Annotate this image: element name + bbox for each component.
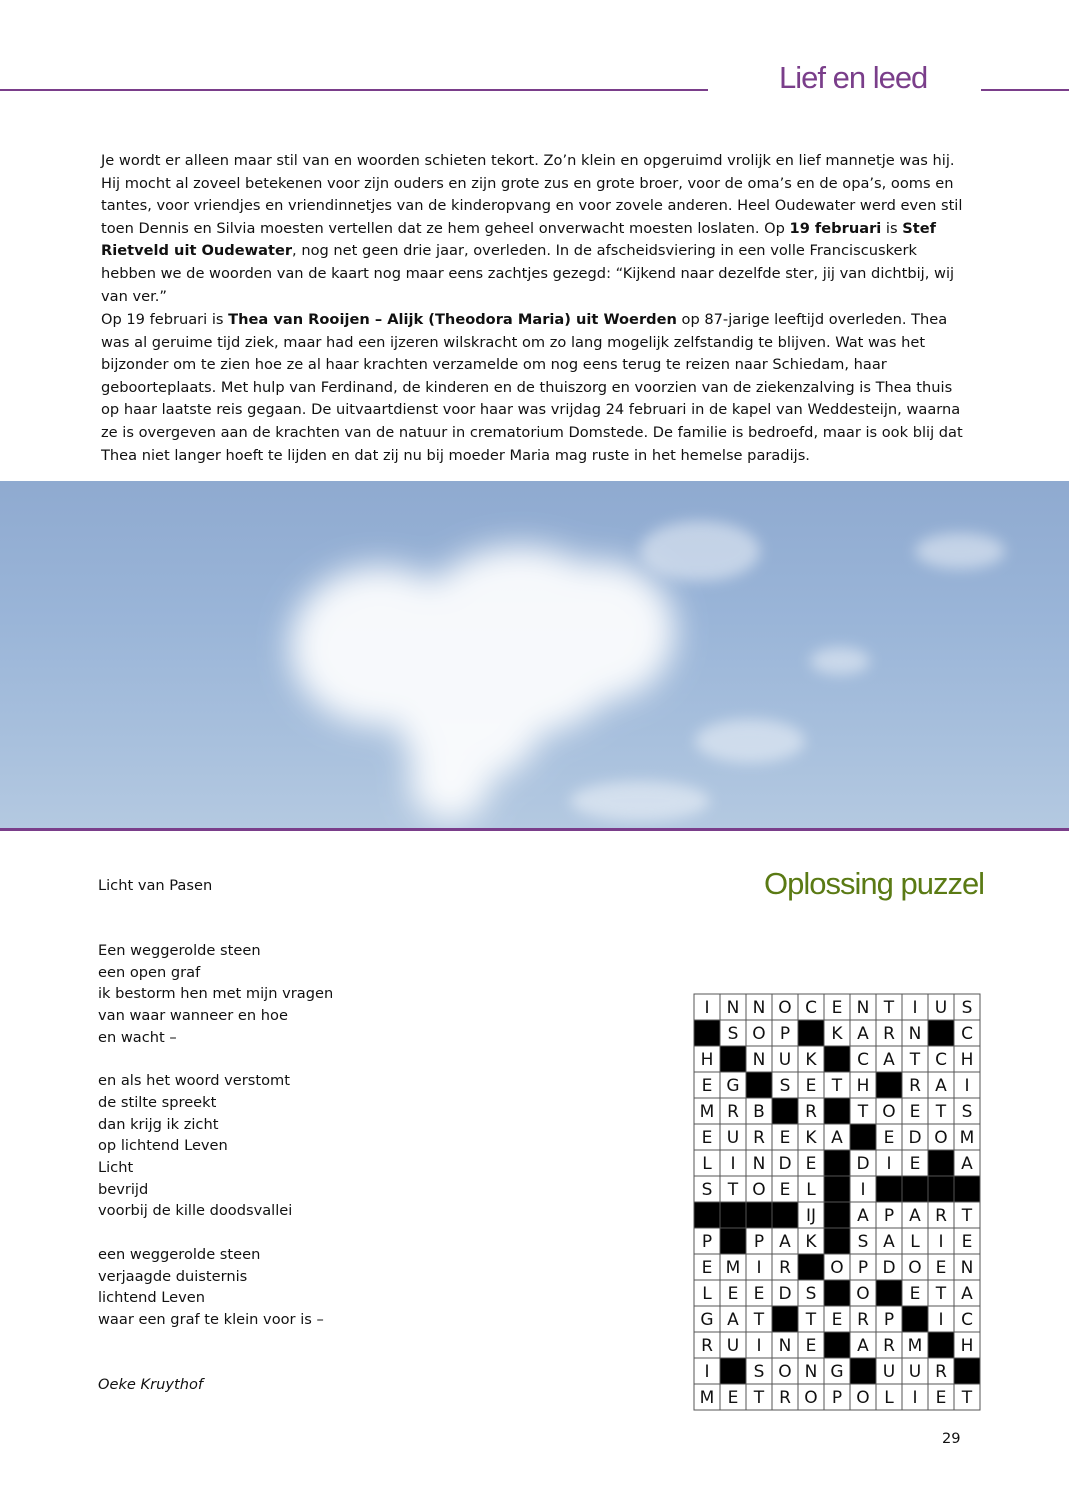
- grid-black-cell: [876, 1280, 902, 1306]
- puzzle-title: Oplossing puzzel: [764, 866, 985, 901]
- grid-letter: O: [882, 1102, 896, 1122]
- poem-line: van waar wanneer en hoe: [98, 1007, 288, 1025]
- grid-letter: S: [805, 1284, 817, 1304]
- grid-letter: O: [804, 1388, 818, 1408]
- grid-letter: A: [831, 1128, 843, 1148]
- text-run: Je wordt er alleen maar stil van en woorden schieten tekort. Zo’n klein en opgeruimd vrolijk en lief mannetje was hij. Hij mocht al zoveel betekenen voor zijn ouders en zijn grote zus en grote broer, voor de oma’s en de opa’s, ooms en tantes, voor vriendjes en vriendinnetjes van de kinderopvang en voor zovele anderen. Heel Oudewater werd even stil toen Dennis en Silvia moesten vertellen dat ze hem geheel onverwacht moesten loslaten. Op: [101, 152, 963, 237]
- header-rule-right: [981, 89, 1069, 91]
- poem-stanza: [98, 940, 333, 1049]
- grid-letter: I: [704, 1362, 710, 1382]
- grid-letter: H: [700, 1050, 714, 1070]
- grid-letter: U: [726, 1336, 740, 1356]
- grid-letter: L: [806, 1180, 816, 1200]
- grid-letter: K: [805, 1128, 817, 1148]
- article-paragraph-stef: [101, 150, 971, 308]
- grid-black-cell: [824, 1150, 850, 1176]
- text-run: , nog net geen drie jaar, overleden. In de afscheidsviering in een volle Franciscuskerk hebben we de woorden van de kaart nog maar eens zachtjes gezegd: “Kijkend naar dezelfde ster, jij van dichtbij, wij van ver.”: [101, 242, 955, 305]
- grid-letter: U: [882, 1362, 896, 1382]
- grid-black-cell: [824, 1176, 850, 1202]
- grid-letter: M: [699, 1388, 715, 1408]
- grid-letter: C: [961, 1310, 973, 1330]
- grid-black-cell: [720, 1046, 746, 1072]
- grid-letter: T: [961, 1206, 973, 1226]
- page-number: 29: [942, 1430, 961, 1447]
- grid-letter: R: [909, 1076, 921, 1096]
- grid-letter: E: [701, 1076, 713, 1096]
- grid-black-cell: [772, 1306, 798, 1332]
- grid-letter: L: [702, 1284, 712, 1304]
- grid-letter: E: [727, 1388, 739, 1408]
- poem-line: waar een graf te klein voor is –: [98, 1310, 324, 1328]
- grid-letter: I: [730, 1154, 736, 1174]
- grid-letter: O: [830, 1258, 844, 1278]
- grid-letter: U: [778, 1050, 792, 1070]
- grid-letter: I: [860, 1180, 866, 1200]
- grid-letter: P: [753, 1232, 765, 1252]
- grid-letter: R: [753, 1128, 765, 1148]
- grid-letter: R: [935, 1362, 947, 1382]
- grid-letter: R: [701, 1336, 713, 1356]
- grid-letter: E: [935, 1388, 947, 1408]
- grid-black-cell: [928, 1176, 954, 1202]
- grid-letter: P: [701, 1232, 713, 1252]
- grid-letter: E: [701, 1258, 713, 1278]
- grid-letter: E: [909, 1284, 921, 1304]
- grid-letter: P: [779, 1024, 791, 1044]
- poem-stanza: [98, 1070, 333, 1222]
- grid-letter: H: [960, 1050, 974, 1070]
- poem-line: en wacht –: [98, 1028, 177, 1046]
- grid-letter: E: [961, 1232, 973, 1252]
- grid-letter: D: [908, 1128, 922, 1148]
- bold-text: Thea van Rooijen – Alijk (Theodora Maria) uit Woerden: [228, 311, 677, 328]
- grid-letter: I: [912, 1388, 918, 1408]
- grid-letter: A: [857, 1024, 869, 1044]
- section-title: Lief en leed: [779, 60, 928, 95]
- grid-letter: E: [701, 1128, 713, 1148]
- grid-letter: O: [752, 1024, 766, 1044]
- grid-letter: N: [752, 1050, 766, 1070]
- grid-letter: O: [856, 1388, 870, 1408]
- grid-letter: T: [831, 1076, 843, 1096]
- grid-letter: E: [883, 1128, 895, 1148]
- grid-black-cell: [928, 1150, 954, 1176]
- bold-text: 19 februari: [789, 219, 882, 237]
- poem-line: een weggerolde steen: [98, 1245, 261, 1263]
- article-paragraph-thea: [101, 309, 971, 467]
- grid-letter: T: [727, 1180, 739, 1200]
- grid-black-cell: [746, 1072, 772, 1098]
- grid-letter: L: [884, 1388, 894, 1408]
- grid-letter: P: [883, 1310, 895, 1330]
- text-run: Op 19 februari is: [101, 311, 229, 328]
- grid-letter: R: [779, 1258, 791, 1278]
- grid-letter: N: [960, 1258, 974, 1278]
- grid-letter: O: [934, 1128, 948, 1148]
- grid-letter: N: [856, 998, 870, 1018]
- grid-letter: A: [883, 1232, 895, 1252]
- grid-black-cell: [720, 1228, 746, 1254]
- grid-black-cell: [694, 1202, 720, 1228]
- grid-black-cell: [746, 1202, 772, 1228]
- grid-letter: R: [857, 1310, 869, 1330]
- grid-black-cell: [720, 1202, 746, 1228]
- poem-title: Licht van Pasen: [98, 877, 213, 894]
- grid-letter: R: [883, 1336, 895, 1356]
- grid-letter: I: [756, 1258, 762, 1278]
- poem-line: voorbij de kille doodsvallei: [98, 1202, 293, 1220]
- grid-letter: E: [805, 1154, 817, 1174]
- grid-letter: M: [959, 1128, 975, 1148]
- grid-letter: IJ: [805, 1206, 817, 1226]
- grid-black-cell: [902, 1176, 928, 1202]
- grid-black-cell: [824, 1098, 850, 1124]
- grid-letter: A: [727, 1310, 739, 1330]
- grid-black-cell: [850, 1358, 876, 1384]
- poem-stanzas: [98, 940, 333, 1352]
- grid-letter: E: [727, 1284, 739, 1304]
- grid-letter: A: [779, 1232, 791, 1252]
- grid-letter: A: [857, 1206, 869, 1226]
- poem-line: op lichtend Leven: [98, 1137, 228, 1155]
- grid-letter: K: [831, 1024, 843, 1044]
- grid-letter: A: [883, 1050, 895, 1070]
- grid-letter: C: [857, 1050, 869, 1070]
- grid-letter: I: [938, 1310, 944, 1330]
- grid-letter: N: [752, 1154, 766, 1174]
- grid-letter: I: [704, 998, 710, 1018]
- grid-letter: D: [856, 1154, 870, 1174]
- grid-letter: E: [779, 1180, 791, 1200]
- poem-line: dan krijg ik zicht: [98, 1115, 219, 1133]
- image-bottom-rule: [0, 828, 1069, 831]
- grid-letter: E: [805, 1076, 817, 1096]
- grid-letter: R: [779, 1388, 791, 1408]
- grid-letter: S: [701, 1180, 713, 1200]
- grid-letter: I: [938, 1232, 944, 1252]
- grid-letter: T: [935, 1284, 947, 1304]
- grid-letter: M: [699, 1102, 715, 1122]
- grid-letter: A: [909, 1206, 921, 1226]
- grid-black-cell: [850, 1124, 876, 1150]
- grid-black-cell: [902, 1306, 928, 1332]
- grid-black-cell: [876, 1176, 902, 1202]
- poem-line: verjaagde duisternis: [98, 1267, 248, 1285]
- poem-line: bevrijd: [98, 1180, 149, 1198]
- grid-letter: U: [934, 998, 948, 1018]
- grid-black-cell: [876, 1072, 902, 1098]
- grid-black-cell: [798, 1254, 824, 1280]
- grid-black-cell: [824, 1280, 850, 1306]
- grid-black-cell: [772, 1202, 798, 1228]
- poem-line: en als het woord verstomt: [98, 1072, 290, 1090]
- grid-letter: T: [909, 1050, 921, 1070]
- grid-letter: S: [753, 1362, 765, 1382]
- grid-letter: M: [907, 1336, 923, 1356]
- grid-black-cell: [772, 1098, 798, 1124]
- grid-letter: E: [909, 1102, 921, 1122]
- grid-letter: K: [805, 1232, 817, 1252]
- grid-letter: E: [831, 998, 843, 1018]
- grid-letter: I: [912, 998, 918, 1018]
- grid-letter: U: [726, 1128, 740, 1148]
- grid-letter: G: [830, 1362, 844, 1382]
- grid-letter: E: [909, 1154, 921, 1174]
- grid-black-cell: [694, 1020, 720, 1046]
- grid-black-cell: [824, 1046, 850, 1072]
- grid-letter: T: [935, 1102, 947, 1122]
- grid-letter: G: [700, 1310, 714, 1330]
- grid-black-cell: [798, 1020, 824, 1046]
- grid-letter: N: [726, 998, 740, 1018]
- poem-line: lichtend Leven: [98, 1289, 205, 1307]
- grid-letter: N: [752, 998, 766, 1018]
- grid-letter: R: [727, 1102, 739, 1122]
- poem-stanza: [98, 1244, 333, 1331]
- grid-letter: D: [778, 1284, 792, 1304]
- grid-letter: S: [961, 998, 973, 1018]
- poem-line: Een weggerolde steen: [98, 942, 261, 959]
- grid-letter: L: [910, 1232, 920, 1252]
- grid-letter: R: [883, 1024, 895, 1044]
- grid-letter: O: [752, 1180, 766, 1200]
- grid-black-cell: [928, 1020, 954, 1046]
- grid-letter: N: [804, 1362, 818, 1382]
- grid-black-cell: [954, 1358, 980, 1384]
- grid-letter: I: [886, 1154, 892, 1174]
- grid-letter: S: [727, 1024, 739, 1044]
- grid-letter: T: [857, 1102, 869, 1122]
- grid-letter: P: [883, 1206, 895, 1226]
- grid-letter: O: [778, 1362, 792, 1382]
- grid-letter: I: [964, 1076, 970, 1096]
- bold-text: Stef Rietveld uit Oudewater: [101, 219, 936, 260]
- grid-letter: O: [856, 1284, 870, 1304]
- grid-letter: R: [935, 1206, 947, 1226]
- poem-author: Oeke Kruythof: [98, 1376, 204, 1393]
- grid-letter: T: [805, 1310, 817, 1330]
- grid-letter: O: [778, 998, 792, 1018]
- text-run: op 87-jarige leeftijd overleden. Thea was al geruime tijd ziek, maar had een ijzeren wilskracht om zo lang mogelijk zelfstandig te blijven. Wat was het bijzonder om te zien hoe ze al haar krachten verzamelde om nog eens terug te reizen naar Schiedam, haar geboorteplaats. Met hulp van Ferdinand, de kinderen en de thuiszorg en voorzien van de ziekenzalving is Thea thuis op haar laatste reis gegaan. De uitvaartdienst voor haar was vrijdag 24 februari in de kapel van Weddesteijn, waarna ze is overgeven aan de krachten van de natuur in crematorium Domstede. De familie is bedroefd, maar is ook blij dat Thea niet langer hoeft te lijden en dat zij nu bij moeder Maria mag ruste in het hemelse paradijs.: [101, 311, 963, 464]
- grid-letter: D: [778, 1154, 792, 1174]
- grid-letter: A: [935, 1076, 947, 1096]
- grid-letter: H: [856, 1076, 870, 1096]
- grid-letter: E: [805, 1336, 817, 1356]
- grid-letter: A: [961, 1154, 973, 1174]
- crossword-solution-grid: [693, 993, 981, 1411]
- grid-letter: E: [831, 1310, 843, 1330]
- grid-letter: A: [961, 1284, 973, 1304]
- grid-letter: U: [908, 1362, 922, 1382]
- grid-black-cell: [824, 1202, 850, 1228]
- grid-letter: N: [778, 1336, 792, 1356]
- grid-letter: O: [908, 1258, 922, 1278]
- grid-letter: C: [961, 1024, 973, 1044]
- header-rule-left: [0, 89, 708, 91]
- grid-letter: E: [779, 1128, 791, 1148]
- grid-letter: E: [935, 1258, 947, 1278]
- grid-black-cell: [824, 1332, 850, 1358]
- grid-letter: R: [805, 1102, 817, 1122]
- grid-letter: S: [961, 1102, 973, 1122]
- grid-letter: S: [779, 1076, 791, 1096]
- grid-letter: D: [882, 1258, 896, 1278]
- poem-line: ik bestorm hen met mijn vragen: [98, 985, 334, 1003]
- grid-letter: T: [753, 1310, 765, 1330]
- grid-black-cell: [824, 1228, 850, 1254]
- poem-line: de stilte spreekt: [98, 1093, 217, 1111]
- grid-letter: I: [756, 1336, 762, 1356]
- grid-black-cell: [720, 1358, 746, 1384]
- grid-letter: T: [753, 1388, 765, 1408]
- grid-letter: H: [960, 1336, 974, 1356]
- grid-letter: T: [961, 1388, 973, 1408]
- grid-black-cell: [954, 1176, 980, 1202]
- grid-letter: P: [831, 1388, 843, 1408]
- poem-line: Licht: [98, 1159, 134, 1177]
- poem-line: een open graf: [98, 963, 201, 981]
- grid-letter: M: [725, 1258, 741, 1278]
- grid-letter: B: [753, 1102, 765, 1122]
- grid-letter: N: [908, 1024, 922, 1044]
- grid-letter: G: [726, 1076, 740, 1096]
- grid-black-cell: [928, 1332, 954, 1358]
- heart-cloud-image: [0, 481, 1069, 829]
- grid-letter: E: [753, 1284, 765, 1304]
- grid-letter: C: [935, 1050, 947, 1070]
- grid-letter: S: [857, 1232, 869, 1252]
- grid-letter: K: [805, 1050, 817, 1070]
- grid-letter: C: [805, 998, 817, 1018]
- text-run: is: [881, 219, 903, 237]
- grid-letter: T: [883, 998, 895, 1018]
- grid-letter: L: [702, 1154, 712, 1174]
- grid-letter: P: [857, 1258, 869, 1278]
- grid-letter: A: [857, 1336, 869, 1356]
